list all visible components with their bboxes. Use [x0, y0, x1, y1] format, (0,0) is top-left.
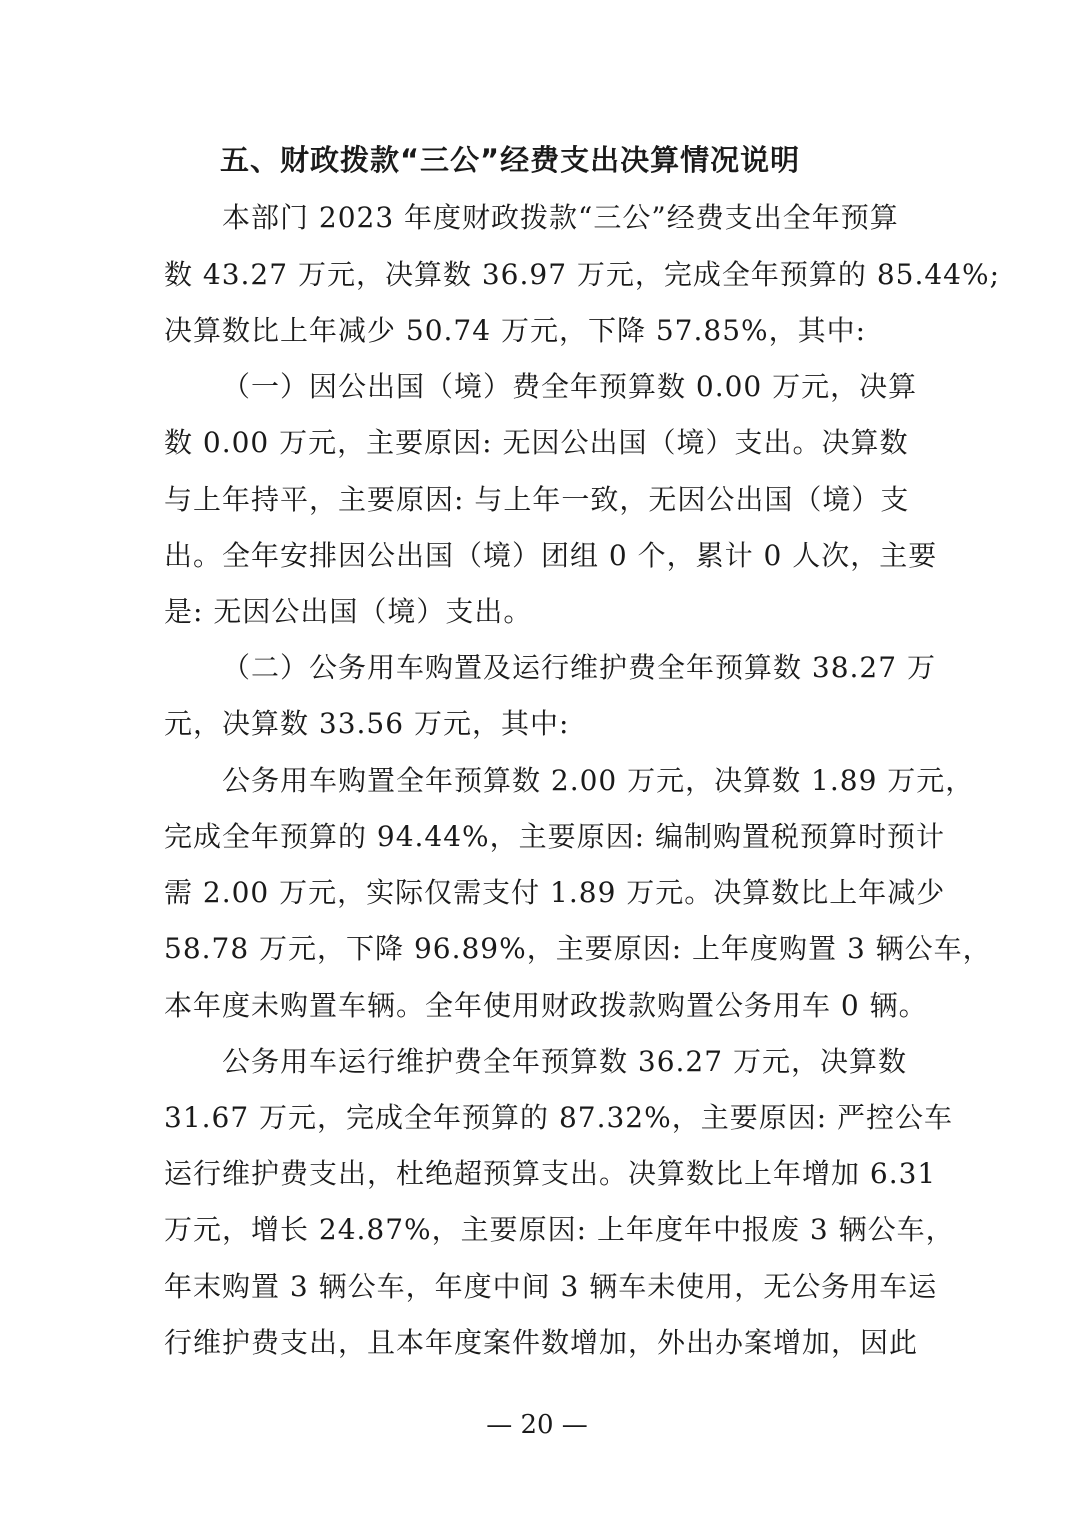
section-heading: 五、财政拨款“三公”经费支出决算情况说明 [220, 143, 801, 177]
text-line: 元，决算数 33.56 万元，其中: [164, 707, 570, 740]
text-line: 58.78 万元，下降 96.89%，主要原因: 上年度购置 3 辆公车， [164, 932, 992, 965]
text-line: 出。全年安排因公出国（境）团组 0 个，累计 0 人次，主要 [164, 539, 938, 572]
text-line: （二）公务用车购置及运行维护费全年预算数 38.27 万 [222, 651, 936, 684]
text-line: 公务用车购置全年预算数 2.00 万元，决算数 1.89 万元， [222, 764, 975, 797]
text-line: 与上年持平，主要原因: 与上年一致，无因公出国（境）支 [164, 483, 910, 516]
text-line: 本部门 2023 年度财政拨款“三公”经费支出全年预算 [222, 201, 899, 234]
text-line: 行维护费支出，且本年度案件数增加，外出办案增加，因此 [164, 1326, 919, 1359]
text-line: 万元，增长 24.87%，主要原因: 上年度年中报废 3 辆公车， [164, 1213, 955, 1246]
text-line: 年末购置 3 辆公车，年度中间 3 辆车未使用，无公务用车运 [164, 1270, 938, 1303]
text-line: 是: 无因公出国（境）支出。 [164, 595, 533, 628]
text-line: 数 0.00 万元，主要原因: 无因公出国（境）支出。决算数 [164, 426, 909, 459]
text-line: 运行维护费支出，杜绝超预算支出。决算数比上年增加 6.31 [164, 1157, 937, 1190]
text-line: （一）因公出国（境）费全年预算数 0.00 万元，决算 [222, 370, 918, 403]
text-line: 需 2.00 万元，实际仅需支付 1.89 万元。决算数比上年减少 [164, 876, 946, 909]
page-number: — 20 — [486, 1410, 588, 1440]
text-line: 数 43.27 万元，决算数 36.97 万元，完成全年预算的 85.44%; [164, 258, 1001, 291]
text-line: 本年度未购置车辆。全年使用财政拨款购置公务用车 0 辆。 [164, 989, 928, 1022]
text-line: 31.67 万元，完成全年预算的 87.32%，主要原因: 严控公车 [164, 1101, 954, 1134]
text-line: 公务用车运行维护费全年预算数 36.27 万元，决算数 [222, 1045, 907, 1078]
text-line: 决算数比上年减少 50.74 万元，下降 57.85%，其中: [164, 314, 867, 347]
text-line: 完成全年预算的 94.44%，主要原因: 编制购置税预算时预计 [164, 820, 946, 853]
